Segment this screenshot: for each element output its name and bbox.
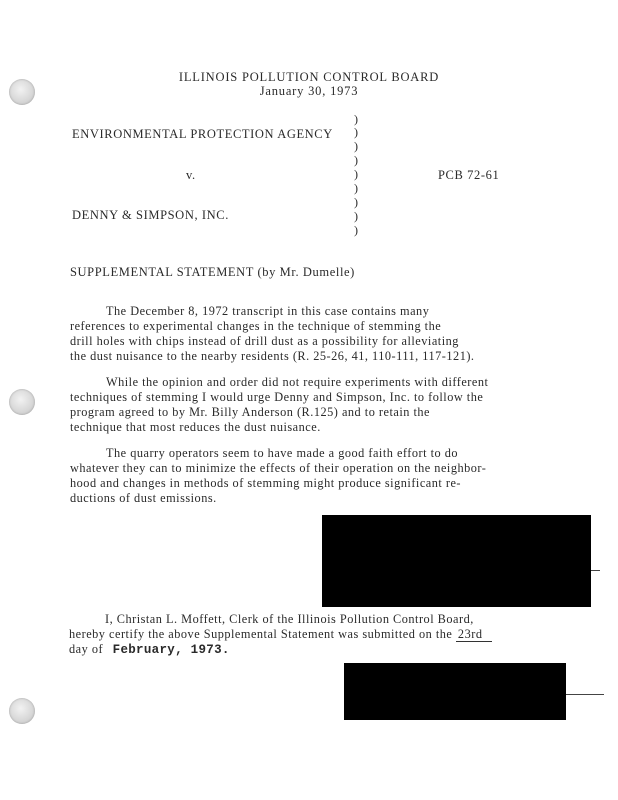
paragraph-3 xyxy=(70,446,560,506)
statement-title: SUPPLEMENTAL STATEMENT (by Mr. Dumelle) xyxy=(70,265,355,279)
signature-line xyxy=(591,570,600,571)
paragraph-line: whatever they can to minimize the effects of their operation on the neighbor- xyxy=(70,461,487,475)
caption-paren: ) xyxy=(354,139,358,153)
caption-paren: ) xyxy=(354,195,358,209)
caption-paren: ) xyxy=(354,181,358,195)
redacted-clerk-signature xyxy=(344,663,566,720)
paragraph-line: hood and changes in methods of stemming might produce significant re- xyxy=(70,476,462,490)
certification-text: hereby certify the above Supplemental Statement was submitted on the xyxy=(69,627,453,641)
certification-line xyxy=(69,627,589,642)
punch-hole-middle xyxy=(9,389,35,415)
paragraph-line: The quarry operators seem to have made a good faith effort to do xyxy=(106,446,459,460)
caption-paren: ) xyxy=(354,167,358,181)
paragraph-2 xyxy=(70,375,560,435)
paragraph-1 xyxy=(70,304,560,364)
clerk-certification xyxy=(69,612,589,658)
caption-paren: ) xyxy=(354,112,358,126)
certification-text: day of xyxy=(69,642,104,656)
caption-paren: ) xyxy=(354,209,358,223)
paragraph-line: technique that most reduces the dust nuisance. xyxy=(70,420,321,434)
paragraph-line: ductions of dust emissions. xyxy=(70,491,217,505)
document-date: January 30, 1973 xyxy=(259,84,359,98)
certification-line xyxy=(69,642,589,658)
versus-label: v. xyxy=(186,168,196,182)
paragraph-line: the dust nuisance to the nearby residents (R. 25-26, 41, 110-111, 117-121). xyxy=(70,349,475,363)
certification-line: I, Christan L. Moffett, Clerk of the Illinois Pollution Control Board, xyxy=(105,612,474,626)
paragraph-line: While the opinion and order did not require experiments with different xyxy=(106,375,489,389)
caption-paren: ) xyxy=(354,125,358,139)
certification-day: 23rd xyxy=(456,627,493,642)
paragraph-line: references to experimental changes in the technique of stemming the xyxy=(70,319,442,333)
paragraph-line: The December 8, 1972 transcript in this case contains many xyxy=(106,304,430,318)
paragraph-line: techniques of stemming I would urge Denny and Simpson, Inc. to follow the xyxy=(70,390,484,404)
caption-paren: ) xyxy=(354,223,358,237)
paragraph-line: program agreed to by Mr. Billy Anderson (R.125) and to retain the xyxy=(70,405,431,419)
punch-hole-bottom xyxy=(9,698,35,724)
certification-month-year: February, 1973. xyxy=(112,643,230,657)
clerk-signature-line xyxy=(566,694,604,695)
complainant-name: ENVIRONMENTAL PROTECTION AGENCY xyxy=(72,127,333,141)
case-number: PCB 72-61 xyxy=(438,168,500,182)
respondent-name: DENNY & SIMPSON, INC. xyxy=(72,208,229,222)
paragraph-line: drill holes with chips instead of drill dust as a possibility for alleviating xyxy=(70,334,459,348)
board-name: ILLINOIS POLLUTION CONTROL BOARD xyxy=(178,70,440,84)
caption-paren: ) xyxy=(354,153,358,167)
redacted-signature-block xyxy=(322,515,591,607)
